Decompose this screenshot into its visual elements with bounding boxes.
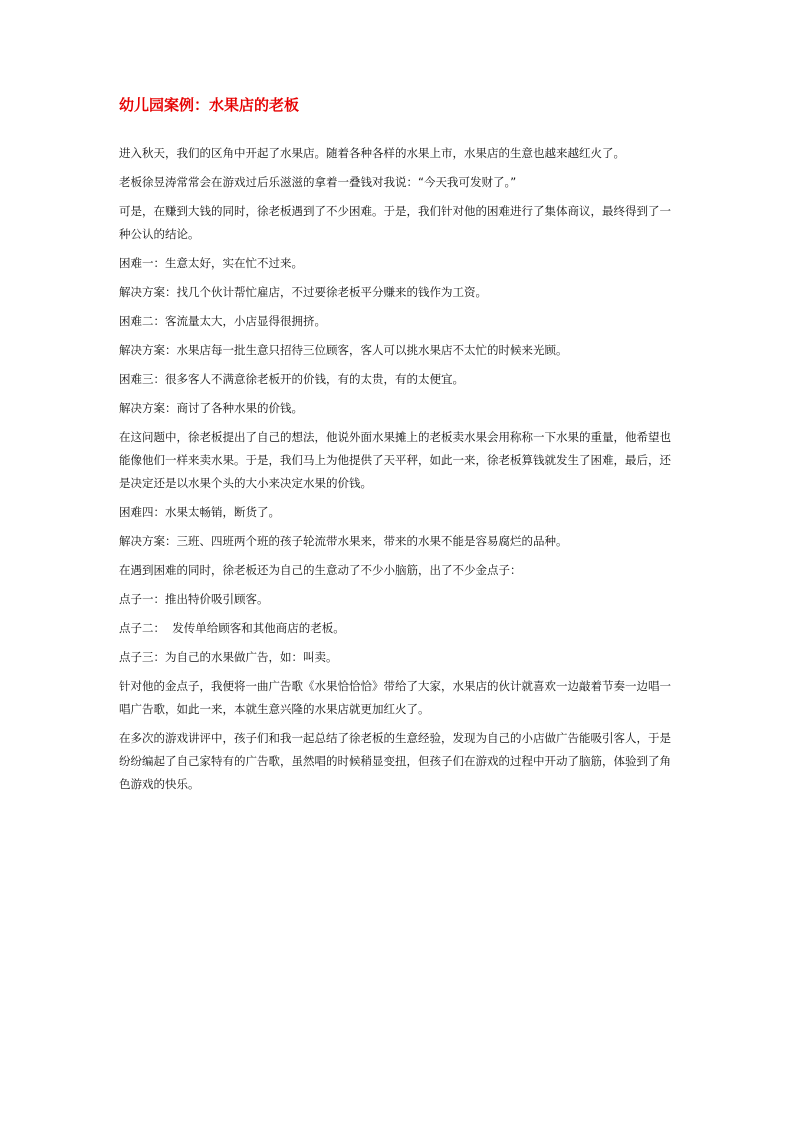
paragraph: 老板徐昱涛常常会在游戏过后乐滋滋的拿着一叠钱对我说：“今天我可发财了。”	[119, 175, 517, 189]
paragraph: 在遇到困难的同时，徐老板还为自己的生意动了不少小脑筋，出了不少金点子：	[119, 563, 522, 577]
paragraph: 点子一：推出特价吸引顾客。	[119, 592, 269, 606]
paragraph: 在这问题中，徐老板提出了自己的想法，他说外面水果摊上的老板卖水果会用称称一下水果的重量，他希望也能像他们一样来卖水果。于是，我们马上为他提供了天平秤，如此一来，徐老板算钱就发生了困难，最后，还是决定还是以水果个头的大小来决定水果的价钱。	[119, 430, 671, 490]
paragraph: 解决方案：水果店每一批生意只招待三位顾客，客人可以挑水果店不太忙的时候来光顾。	[119, 343, 568, 357]
paragraph: 困难一：生意太好，实在忙不过来。	[119, 256, 303, 270]
paragraph: 在多次的游戏讲评中，孩子们和我一起总结了徐老板的生意经验，发现为自己的小店做广告能吸引客人，于是纷纷编起了自己家特有的广告歌，虽然唱的时候稍显变扭，但孩子们在游戏的过程中开动了脑筋，体验到了角色游戏的快乐。	[119, 731, 671, 791]
paragraph: 进入秋天，我们的区角中开起了水果店。随着各种各样的水果上市，水果店的生意也越来越红火了。	[119, 146, 625, 160]
document-title: 幼儿园案例：水果店的老板	[119, 96, 300, 114]
paragraph: 解决方案：找几个伙计帮忙雇店，不过要徐老板平分赚来的钱作为工资。	[119, 285, 487, 299]
paragraph: 解决方案：商讨了各种水果的价钱。	[119, 401, 303, 415]
paragraph: 点子三：为自己的水果做广告，如：叫卖。	[119, 650, 338, 664]
paragraph: 点子二： 发传单给顾客和其他商店的老板。	[119, 621, 345, 635]
paragraph: 困难三：很多客人不满意徐老板开的价钱，有的太贵，有的太便宜。	[119, 372, 464, 386]
paragraph: 可是，在赚到大钱的同时，徐老板遇到了不少困难。于是，我们针对他的困难进行了集体商议，最终得到了一种公认的结论。	[119, 204, 671, 241]
paragraph: 困难四：水果太畅销，断货了。	[119, 505, 280, 519]
paragraph: 针对他的金点子，我便将一曲广告歌《水果恰恰恰》带给了大家，水果店的伙计就喜欢一边敲着节奏一边唱一唱广告歌，如此一来，本就生意兴隆的水果店就更加红火了。	[119, 679, 671, 716]
paragraph: 困难二：客流量太大，小店显得很拥挤。	[119, 314, 326, 328]
document-body	[119, 142, 679, 802]
paragraph: 解决方案：三班、四班两个班的孩子轮流带水果来，带来的水果不能是容易腐烂的品种。	[119, 534, 568, 548]
